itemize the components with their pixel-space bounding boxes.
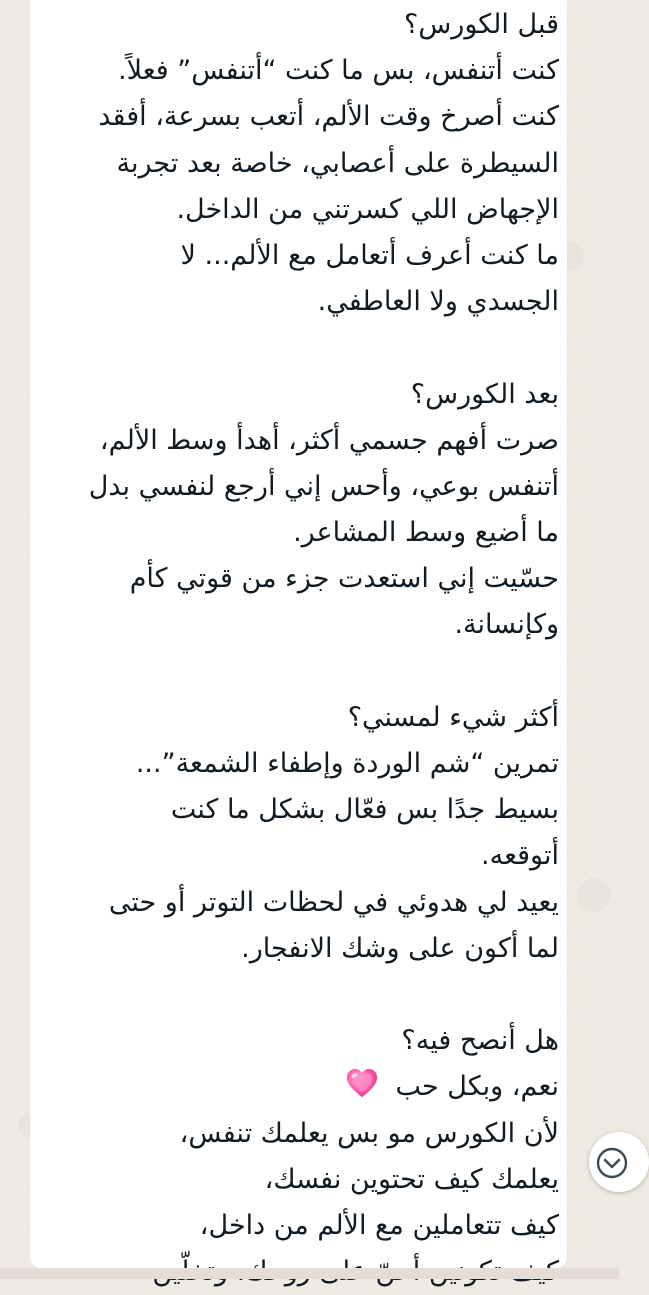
answer-text: نعم، وبكل حب [395, 1071, 559, 1103]
message-line: السيطرة على أعصابي، خاصة بعد تجربة [116, 147, 559, 179]
message-line: ما كنت أعرف أتعامل مع الألم... لا [180, 239, 559, 271]
message-line: ما أضيع وسط المشاعر. [293, 517, 559, 549]
message-line: أتوقعه. [481, 840, 559, 872]
answer-line [40, 1064, 559, 1110]
message-line: وكإنسانة. [454, 609, 559, 641]
message-line: الجسدي ولا العاطفي. [317, 286, 559, 318]
message-line: بسيط جدًا بس فعّال بشكل ما كنت [170, 794, 559, 826]
message-line: كيف تتعاملين مع الألم من داخل، [199, 1209, 559, 1241]
message-line: لأن الكورس مو بس يعلمك تنفس، [179, 1117, 559, 1149]
message-line: أتنفس بوعي، وأحس إني أرجع لنفسي بدل [88, 470, 559, 502]
scroll-to-bottom-button[interactable] [589, 1132, 649, 1192]
section-heading-after: بعد الكورس؟ [410, 378, 559, 410]
paragraph-gap [40, 649, 559, 695]
message-line: كنت أتنفس، بس ما كنت “أتنفس” فعلاً. [118, 55, 559, 87]
message-line: صرت أفهم جسمي أكثر، أهدأ وسط الألم، [99, 424, 559, 456]
message-line: الإجهاض اللي كسرتني من الداخل. [176, 193, 559, 225]
message-line: لما أكون على وشك الانفجار. [241, 932, 559, 964]
paragraph-gap [40, 325, 559, 371]
section-heading-touched: أكثر شيء لمسني؟ [347, 701, 559, 733]
message-bubble[interactable] [30, 0, 567, 1268]
message-line: تمرين “شم الوردة وإطفاء الشمعة”... [135, 748, 559, 779]
message-line: كنت أصرخ وقت الألم، أتعب بسرعة، أفقد [98, 101, 559, 133]
section-heading-before: قبل الكورس؟ [404, 9, 559, 40]
section-heading-recommend: هل أنصح فيه؟ [401, 1025, 559, 1057]
message-line: يعيد لي هدوئي في لحظات التوتر أو حتى [108, 886, 559, 918]
message-text [30, 2, 567, 1295]
bottom-strip [0, 1268, 619, 1279]
message-line: يعلمك كيف تحتوين نفسك، [264, 1163, 559, 1195]
chevron-down-icon [595, 1146, 629, 1180]
message-line: حسّيت إني استعدت جزء من قوتي كأم [129, 563, 559, 595]
paragraph-gap [40, 972, 559, 1018]
pink-heart-icon [345, 1067, 379, 1101]
